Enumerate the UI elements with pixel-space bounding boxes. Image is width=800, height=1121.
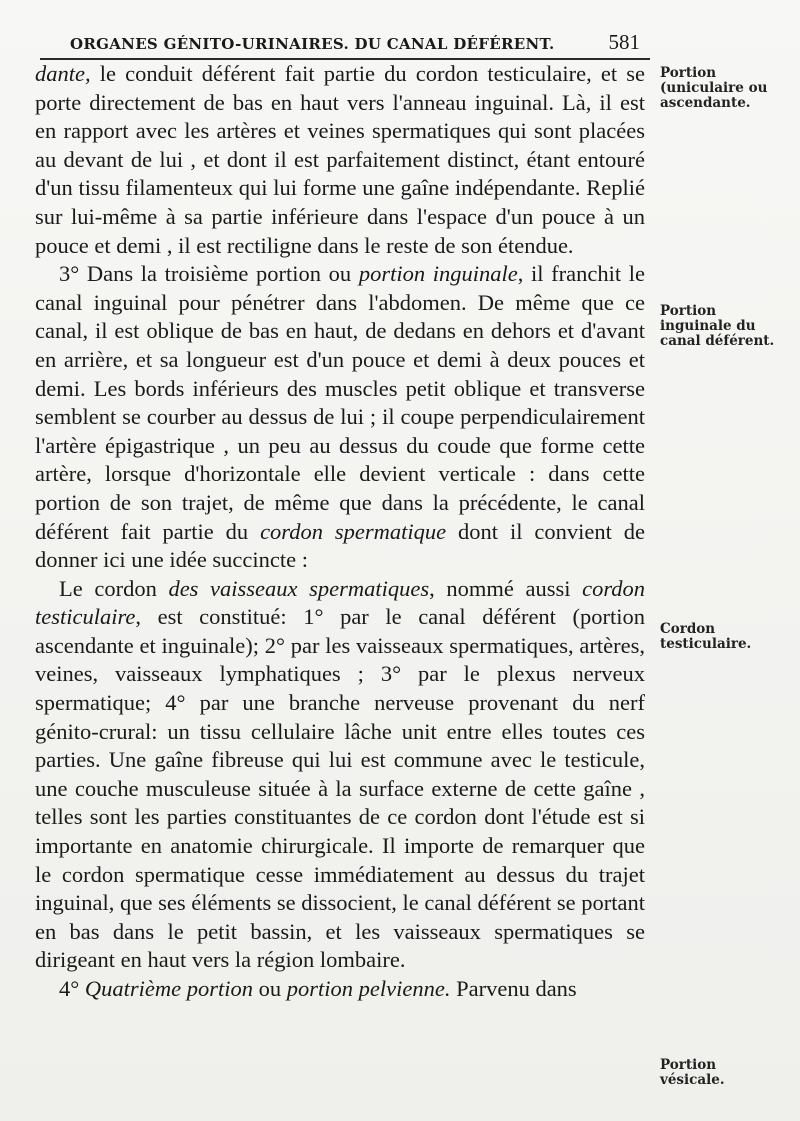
page-number: 581	[608, 30, 640, 54]
body-text	[35, 60, 645, 1004]
text-fragment: le conduit déférent fait partie du cordon testiculaire, et se porte directement de bas en haut vers l'anneau inguinal. Là, il est en rapport avec les artères et veines spermatiques qui sont placées au devant de lui , et dont il est parfaitement distinct, étant entouré d'un tissu filamenteux qui lui forme une gaîne indépendante. Replié sur lui-même à sa partie inférieure dans l'espace d'un pouce à un pouce et demi , il est rectiligne dans le reste de son étendue.	[35, 61, 645, 258]
margin-note: Portion (uniculaire ou ascendante.	[660, 65, 768, 111]
italic-fragment: Quatrième portion	[84, 976, 253, 1001]
text-fragment: Le cordon	[59, 575, 169, 601]
bleed-through-mark	[640, 120, 790, 133]
text-fragment: , est constitué: 1° par le canal déférent (portion ascendante et inguinale); 2° par les vaisseaux spermatiques, artères, veines, vaisseaux lymphatiques ; 3° par le plexus nerveux spermatique; 4° par une branche nerveuse provenant du nerf génito-crural: un tissu cellulaire lâche unit entre elles toutes ces parties. Une gaîne fibreuse qui lui est commune avec le testicule, une couche musculeuse située à la surface externe de cette gaîne , telles sont les parties constituantes de ce cordon dont l'étude est si importante en anatomie chirurgicale. Il importe de remarquer que le cordon spermatique cesse immédiatement au dessus du trajet inguinal, que ses éléments se dissocient, le canal déférent se portant en bas dans le petit bassin, et les vaisseaux spermatiques se dirigeant en haut vers la région lombaire.	[35, 604, 645, 973]
italic-fragment: dante,	[35, 61, 91, 86]
paragraph	[35, 575, 645, 975]
paragraph	[35, 975, 645, 1004]
text-fragment: 4°	[59, 976, 85, 1001]
margin-note: Portion vésicale.	[660, 1057, 725, 1088]
margin-note: Portion inguinale du canal déférent.	[660, 303, 775, 349]
text-fragment: , il franchit le canal inguinal pour pénétrer dans l'abdomen. De même que ce canal, il est oblique de bas en haut, de dedans en dehors et d'avant en arrière, et sa longueur est d'un pouce et demi à deux pouces et demi. Les bords inférieurs des muscles petit oblique et transverse semblent se courber au dessus de lui ; il coupe perpendiculairement l'artère épigastrique , un peu au dessus du coude que forme cette artère, lorsque d'horizontale elle devient verticale : dans cette portion de son trajet, de même que dans la précédente, le canal déférent fait partie du	[35, 261, 646, 544]
italic-fragment: cordon spermatique	[260, 518, 447, 544]
italic-fragment: portion pelvienne.	[286, 976, 451, 1001]
text-fragment: , nommé aussi	[429, 575, 583, 601]
text-fragment: ou	[253, 976, 287, 1001]
page-header	[70, 30, 640, 56]
paragraph	[35, 60, 645, 260]
italic-fragment: portion inguinale	[358, 261, 518, 287]
italic-fragment: des vaisseaux spermatiques	[168, 575, 430, 601]
text-fragment: dont il convient de donner ici une idée succincte :	[35, 518, 645, 573]
margin-note: Cordon testiculaire.	[660, 621, 752, 652]
italic-fragment: cordon testiculaire	[35, 575, 645, 630]
text-fragment: 3° Dans la troisième portion ou	[59, 261, 359, 287]
running-head: ORGANES GÉNITO-URINAIRES. DU CANAL DÉFÉRENT.	[70, 35, 555, 53]
text-fragment: Parvenu dans	[450, 976, 577, 1001]
paragraph	[35, 260, 645, 575]
